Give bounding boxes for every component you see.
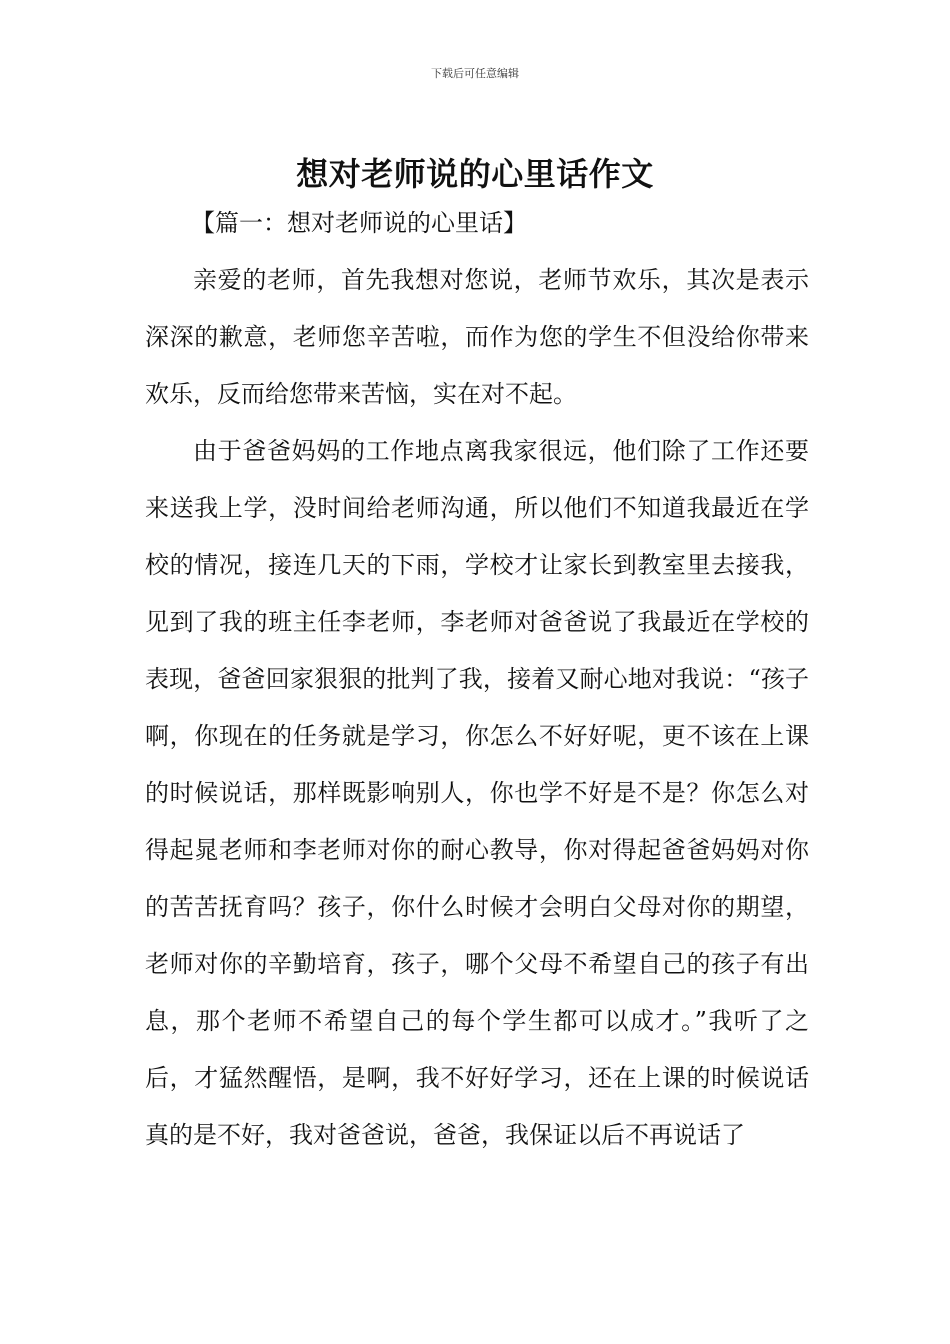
paragraph-1: 亲爱的老师，首先我想对您说，老师节欢乐，其次是表示深深的歉意，老师您辛苦啦，而作为您的学生不但没给你带来欢乐，反而给您带来苦恼，实在对不起。: [145, 266, 809, 408]
document-title: 想对老师说的心里话作文: [296, 155, 654, 194]
paragraph-2: 由于爸爸妈妈的工作地点离我家很远，他们除了工作还要来送我上学，没时间给老师沟通，所以他们不知道我最近在学校的情况，接连几天的下雨，学校才让家长到教室里去接我，见到了我的班主任李老师，李老师对爸爸说了我最近在学校的表现，爸爸回家狠狠的批判了我，接着又耐心地对我说：“孩子啊，你现在的任务就是学习，你怎么不好好呢，更不该在上课的时候说话，那样既影响别人，你也学不好是不是？你怎么对得起晁老师和李老师对你的耐心教导，你对得起爸爸妈妈对你的苦苦抚育吗？孩子，你什么时候才会明白父母对你的期望，老师对你的辛勤培育，孩子，哪个父母不希望自己的孩子有出息，那个老师不希望自己的每个学生都可以成才。”我听了之后，才猛然醒悟，是啊，我不好好学习，还在上课的时候说话真的是不好，我对爸爸说，爸爸，我保证以后不再说话了: [145, 437, 809, 1149]
page-header-note: 下载后可任意编辑: [431, 67, 519, 80]
section-heading: 【篇一：想对老师说的心里话】: [191, 209, 527, 237]
document-body: [145, 195, 809, 1164]
